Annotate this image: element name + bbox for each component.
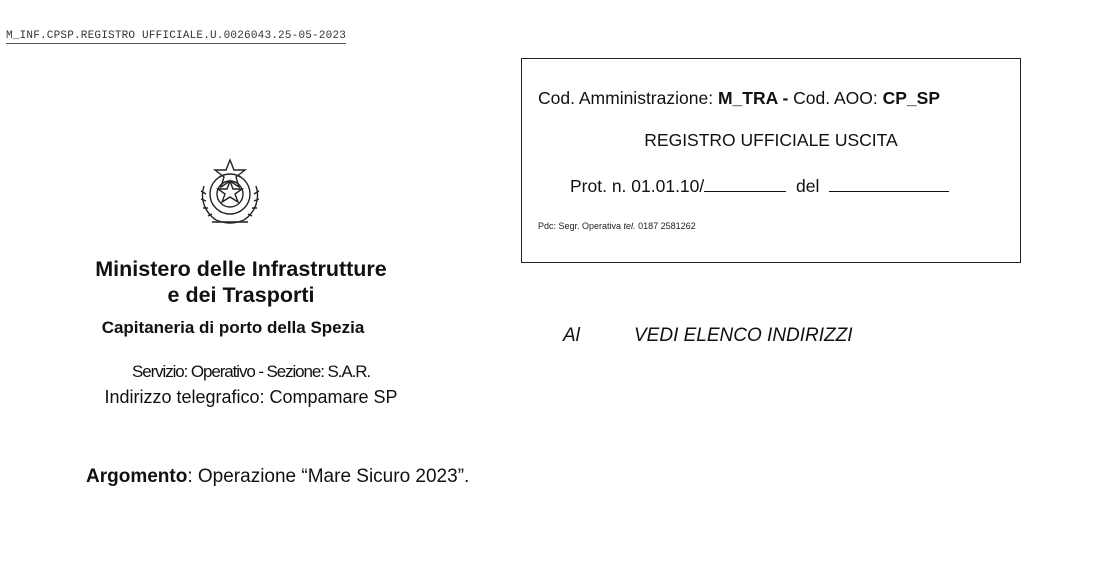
telegraphic-address: Indirizzo telegrafico: Compamare SP (104, 387, 398, 407)
protocol-number-blank (704, 177, 786, 192)
protocol-line (570, 176, 949, 197)
italian-republic-emblem-icon (194, 154, 266, 230)
ministry-line2: e dei Trasporti (167, 283, 315, 307)
registry-title: REGISTRO UFFICIALE USCITA (644, 130, 898, 150)
subject-text: : Operazione “Mare Sicuro 2023”. (187, 466, 470, 487)
aoo-code: CP_SP (882, 88, 941, 108)
contact-line: Pdc: Segr. Operativa tel. 0187 2581262 (538, 221, 696, 231)
protocol-stamp: M_INF.CPSP.REGISTRO UFFICIALE.U.0026043.25-05-2023 (6, 30, 347, 42)
administration-code: M_TRA (717, 88, 778, 108)
subject-line (86, 466, 469, 488)
ministry-name (48, 256, 434, 308)
ministry-line1: Ministero delle Infrastrutture (95, 257, 387, 281)
protocol-label: Prot. n. 01.01.10/ (570, 176, 705, 196)
date-label: del (796, 176, 820, 196)
date-blank (829, 177, 949, 192)
recipient-prefix: Al (563, 325, 580, 346)
subject-label: Argomento (86, 466, 188, 487)
capitaneria-name: Capitaneria di porto della Spezia (101, 318, 365, 337)
registry-box (521, 58, 1021, 263)
administration-code-line: Cod. Amministrazione: M_TRA - Cod. AOO: CP_SP (538, 88, 941, 108)
servizio-line: Servizio: Operativo - Sezione: S.A.R. (131, 362, 371, 381)
phone-number: 0187 2581262 (635, 221, 696, 231)
recipient-list: VEDI ELENCO INDIRIZZI (634, 325, 853, 346)
